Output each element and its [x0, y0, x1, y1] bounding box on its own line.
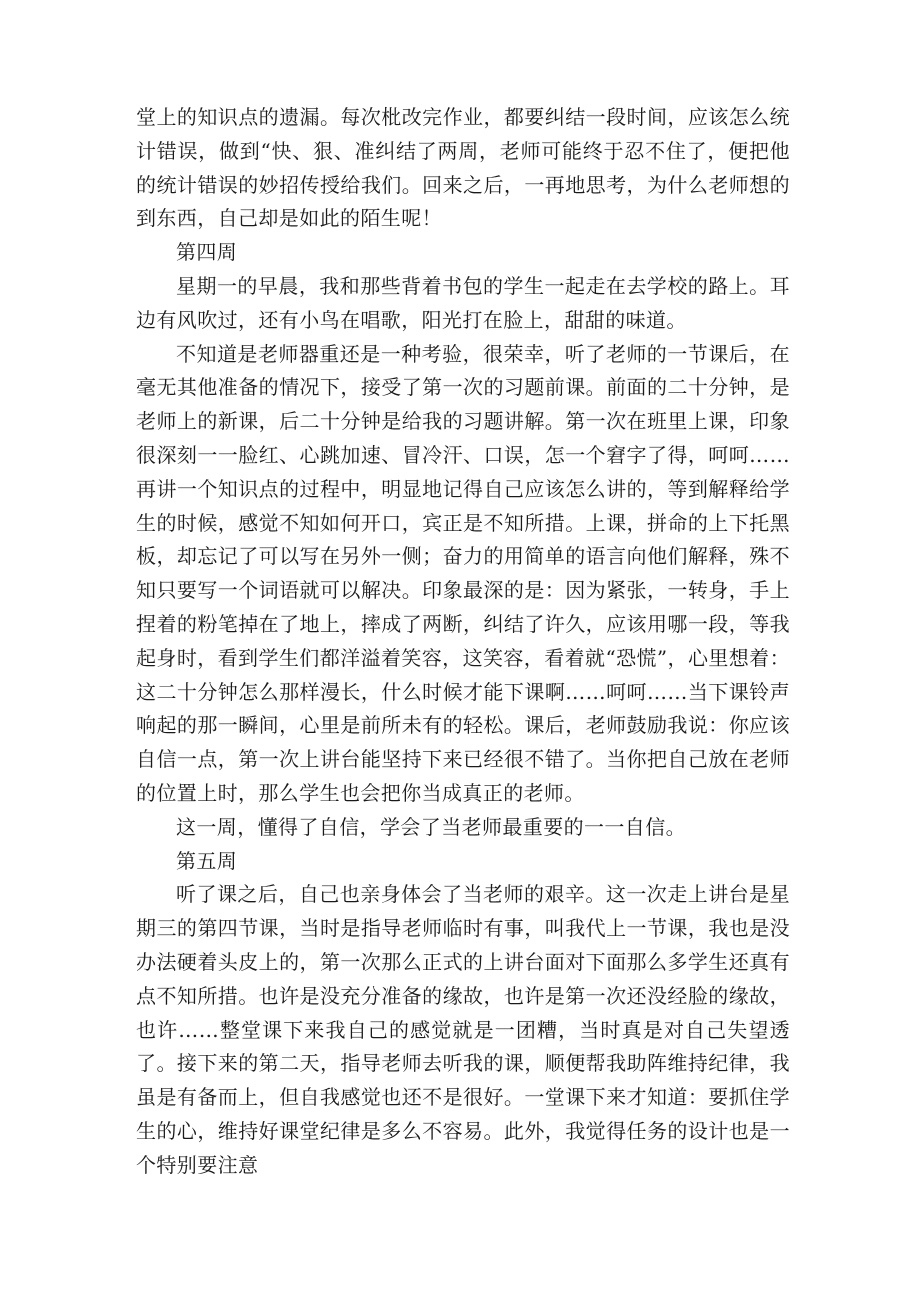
paragraph: 星期一的早晨，我和那些背着书包的学生一起走在去学校的路上。耳边有风吹过，还有小鸟在唱歌，阳光打在脸上，甜甜的味道。: [136, 273, 790, 332]
section-heading-week-4: 第四周: [176, 240, 238, 265]
paragraph-continuation: 堂上的知识点的遗漏。每次枇改完作业，都要纠结一段时间，应该怎么统计错误，做到“快、狠、准纠结了两周，老师可能终于忍不住了，便把他的统计错误的妙招传授给我们。回来之后，一再地思考，为什么老师想的到东西，自己却是如此的陌生呢！: [136, 105, 790, 231]
document-body: [136, 101, 790, 1183]
paragraph: 听了课之后，自己也亲身体会了当老师的艰辛。这一次走上讲台是星期三的第四节课，当时是指导老师临时有事，叫我代上一节课，我也是没办法硬着头皮上的，第一次那么正式的上讲台面对下面那么多学生还真有点不知所措。也许是没充分准备的缘故，也许是第一次还没经脸的缘故，也许……整堂课下来我自己的感觉就是一团糟，当时真是对自己失望透了。接下来的第二天，指导老师去听我的课，顺便帮我助阵维持纪律，我虽是有备而上，但自我感觉也还不是很好。一堂课下来才知道：要抓住学生的心，维持好课堂纪律是多么不容易。此外，我觉得任务的设计也是一个特别要注意: [136, 882, 790, 1177]
paragraph: 这一周，懂得了自信，学会了当老师最重要的一一自信。: [176, 814, 686, 839]
paragraph: 不知道是老师器重还是一种考验，很荣幸，听了老师的一节课后，在毫无其他准备的情况下，接受了第一次的习题前课。前面的二十分钟，是老师上的新课，后二十分钟是给我的习题讲解。第一次在班里上课，印象很深刻一一脸红、心跳加速、冒冷汗、口误，怎一个窘字了得，呵呵……再讲一个知识点的过程中，明显地记得自己应该怎么讲的，等到解释给学生的时候，感觉不知如何开口，宾正是不知所措。上课，拼命的上下托黑板，却忘记了可以写在另外一侧；奋力的用简单的语言向他们解释，殊不知只要写一个词语就可以解决。印象最深的是：因为紧张，一转身，手上捏着的粉笔掉在了地上，摔成了两断，纠结了许久，应该用哪一段，等我起身时，看到学生们都洋溢着笑容，这笑容，看着就“恐慌”，心里想着：这二十分钟怎么那样漫长，什么时候才能下课啊……呵呵……当下课铃声响起的那一瞬间，心里是前所未有的轻松。课后，老师鼓励我说：你应该自信一点，第一次上讲台能坚持下来已经很不错了。当你把自己放在老师的位置上时，那么学生也会把你当成真正的老师。: [136, 341, 790, 805]
section-heading-week-5: 第五周: [176, 848, 238, 873]
